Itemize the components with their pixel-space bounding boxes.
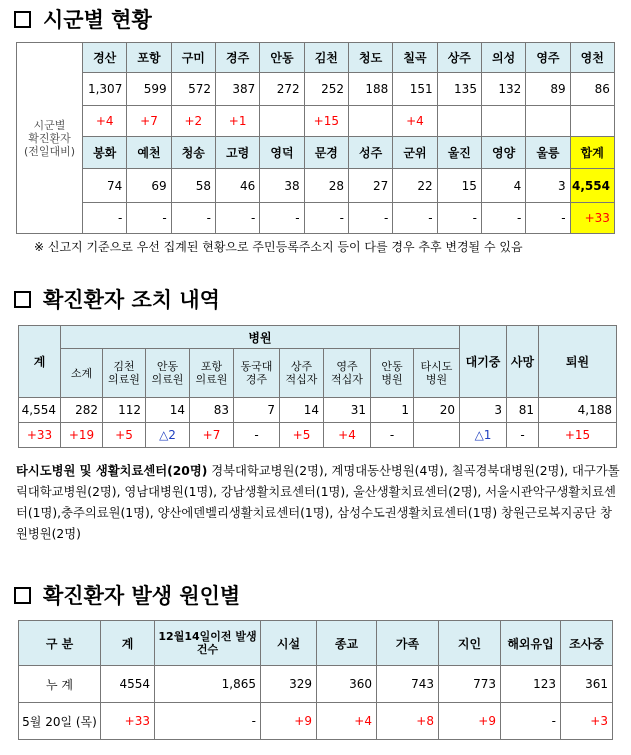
cause-value: 361: [561, 666, 613, 703]
city-count: 387: [215, 73, 259, 106]
city-change: +2: [171, 106, 215, 137]
city-change: -: [127, 203, 171, 234]
measure-value: 112: [103, 398, 146, 423]
city-count: 28: [304, 169, 348, 203]
cause-col-header: 조사중: [561, 621, 613, 666]
city-name: 경산: [83, 43, 127, 73]
city-change: [570, 106, 614, 137]
city-change: -: [437, 203, 481, 234]
city-name: 고령: [215, 137, 259, 169]
city-name: 청도: [348, 43, 392, 73]
hospital-col-header: [61, 349, 103, 398]
hospital-col-header-line: 상주: [290, 360, 313, 373]
city-name: 칠곡: [393, 43, 437, 73]
hospital-col-header-line: 적십자: [285, 373, 318, 386]
col-hospital: 병원: [61, 326, 460, 349]
hospital-col-header-line: 의료원: [108, 373, 140, 386]
city-change: +15: [304, 106, 348, 137]
city-name: 문경: [304, 137, 348, 169]
measure-value: 4,188: [539, 398, 617, 423]
checkbox-square-icon: [14, 587, 31, 604]
cause-value: 329: [261, 666, 317, 703]
cause-table: [18, 620, 613, 740]
city-name: 예천: [127, 137, 171, 169]
section-title-city-status: [14, 4, 152, 34]
table-header-row: [19, 621, 613, 666]
city-name: 경주: [215, 43, 259, 73]
hospital-col-header: [234, 349, 280, 398]
cause-value: 4554: [101, 666, 155, 703]
city-change: [437, 106, 481, 137]
city-name: 성주: [348, 137, 392, 169]
cause-col-header: 시설: [261, 621, 317, 666]
cause-value: 123: [501, 666, 561, 703]
cause-value: 773: [439, 666, 501, 703]
col-wait: 대기중: [460, 326, 507, 398]
city-name: 울진: [437, 137, 481, 169]
section-title-text: 확진환자 조치 내역: [43, 288, 220, 312]
cause-value: 743: [377, 666, 439, 703]
hospital-col-header-line: 안동: [156, 360, 179, 373]
table-row: [19, 398, 617, 423]
measure-change: △2: [146, 423, 190, 448]
city-count: 572: [171, 73, 215, 106]
city-count: 252: [304, 73, 348, 106]
measure-change: +5: [280, 423, 324, 448]
hospital-col-header: [414, 349, 460, 398]
city-change: +1: [215, 106, 259, 137]
hospital-col-header-line: 포항: [200, 360, 223, 373]
measure-value: 7: [234, 398, 280, 423]
city-count: 46: [215, 169, 259, 203]
measure-change: △1: [460, 423, 507, 448]
cause-col-header: 구 분: [19, 621, 101, 666]
row-label: 5월 20일 (목): [19, 703, 101, 740]
city-name: 영천: [570, 43, 614, 73]
hospital-col-header-line: 적십자: [331, 373, 363, 386]
measure-change: +15: [539, 423, 617, 448]
cause-col-header: 계: [101, 621, 155, 666]
city-count: 74: [83, 169, 127, 203]
measure-change: -: [507, 423, 539, 448]
section-title-measures: [14, 284, 220, 314]
measure-value: 3: [460, 398, 507, 423]
measure-change: +7: [190, 423, 234, 448]
measure-value: 14: [146, 398, 190, 423]
hospital-col-header-line: 안동: [381, 360, 403, 373]
city-count: 132: [481, 73, 525, 106]
hospital-col-header-line: 의료원: [195, 373, 228, 386]
city-change: -: [83, 203, 127, 234]
city-name: 영주: [526, 43, 570, 73]
hospital-col-header-line: 경주: [245, 373, 268, 386]
measure-change: -: [234, 423, 280, 448]
city-name: 봉화: [83, 137, 127, 169]
city-change: -: [215, 203, 259, 234]
cause-value: +8: [377, 703, 439, 740]
city-change: +4: [83, 106, 127, 137]
hospital-col-header-line: 동국대: [240, 360, 273, 373]
table-row: [19, 423, 617, 448]
col-discharge: 퇴원: [539, 326, 617, 398]
measure-change: +19: [61, 423, 103, 448]
city-count: 86: [570, 73, 614, 106]
city-count: 272: [260, 73, 304, 106]
measure-change: -: [371, 423, 414, 448]
city-count: 27: [348, 169, 392, 203]
measure-value: 20: [414, 398, 460, 423]
measure-value: 282: [61, 398, 103, 423]
cause-col-header: 종교: [317, 621, 377, 666]
city-count: 89: [526, 73, 570, 106]
table-header-row: [19, 326, 617, 349]
hospital-col-header: [190, 349, 234, 398]
table-row: [17, 43, 615, 73]
cause-value: +4: [317, 703, 377, 740]
city-status-table: [16, 42, 615, 234]
hospital-col-header: [146, 349, 190, 398]
city-count: 58: [171, 169, 215, 203]
cause-col-header: 가족: [377, 621, 439, 666]
city-count: 151: [393, 73, 437, 106]
city-name: 구미: [171, 43, 215, 73]
city-change: +33: [570, 203, 614, 234]
patient-measures-table: [18, 325, 617, 448]
cause-col-header: 지인: [439, 621, 501, 666]
city-name: 포항: [127, 43, 171, 73]
section-title-causes: [14, 580, 240, 610]
city-name: 청송: [171, 137, 215, 169]
measure-change: +5: [103, 423, 146, 448]
cause-value: +3: [561, 703, 613, 740]
col-total: 계: [19, 326, 61, 398]
measure-value: 83: [190, 398, 234, 423]
checkbox-square-icon: [14, 291, 31, 308]
city-count: 1,307: [83, 73, 127, 106]
paragraph-lead: 타시도병원 및 생활치료센터(20명): [16, 464, 208, 478]
col-death: 사망: [507, 326, 539, 398]
city-change: -: [171, 203, 215, 234]
table-row: [17, 203, 615, 234]
city-name: 울릉: [526, 137, 570, 169]
row-group-label: [17, 43, 83, 234]
city-change: -: [526, 203, 570, 234]
city-count: 4,554: [570, 169, 614, 203]
hospital-col-header-line: 의료원: [151, 373, 184, 386]
measure-value: 81: [507, 398, 539, 423]
city-count: 15: [437, 169, 481, 203]
row-group-label-line: (전일대비): [23, 144, 76, 158]
measure-change: [414, 423, 460, 448]
city-change: [348, 106, 392, 137]
city-name: 김천: [304, 43, 348, 73]
cause-value: -: [501, 703, 561, 740]
measure-change: +4: [324, 423, 371, 448]
city-count: 135: [437, 73, 481, 106]
city-count: 3: [526, 169, 570, 203]
paragraph-body: 경북대학교병원(2명), 계명대동산병원(4명), 칠곡경북대병원(2명), 대구가톨릭대학교병원(2명), 영남대병원(1명), 강남생활치료센터(1명), 울산생활치료센터(2명), 서울시관악구생활치료센터(1명),충주의료원(1명), 양산에덴벨리생활치료센터(1명), 삼성수도권생활치료센터(1명) 창원근로복지공단 창원병원(2명): [16, 464, 620, 541]
treatment-centers-paragraph: [16, 461, 622, 545]
hospital-col-header-line: 타시도: [420, 360, 453, 373]
city-change: -: [260, 203, 304, 234]
hospital-col-header: [324, 349, 371, 398]
section-title-text: 시군별 현황: [43, 8, 152, 32]
hospital-col-header-line: 소계: [70, 366, 93, 380]
measure-value: 1: [371, 398, 414, 423]
checkbox-square-icon: [14, 11, 31, 28]
city-count: 22: [393, 169, 437, 203]
city-count: 599: [127, 73, 171, 106]
hospital-col-header-line: 병원: [425, 373, 448, 386]
table-row: [17, 137, 615, 169]
city-name: 안동: [260, 43, 304, 73]
city-name: 영덕: [260, 137, 304, 169]
table-row: [17, 106, 615, 137]
measure-value: 31: [324, 398, 371, 423]
city-change: -: [348, 203, 392, 234]
city-change: [481, 106, 525, 137]
hospital-col-header: [103, 349, 146, 398]
city-change: +7: [127, 106, 171, 137]
cause-value: +9: [439, 703, 501, 740]
row-group-label-line: 시군별: [33, 118, 66, 132]
section-title-text: 확진환자 발생 원인별: [43, 584, 241, 608]
city-name: 합계: [570, 137, 614, 169]
city-name: 영양: [481, 137, 525, 169]
city-change: -: [304, 203, 348, 234]
row-label: 누 계: [19, 666, 101, 703]
city-change: [260, 106, 304, 137]
city-change: +4: [393, 106, 437, 137]
hospital-col-header-line: 김천: [113, 360, 135, 373]
measure-value: 14: [280, 398, 324, 423]
cause-value: +33: [101, 703, 155, 740]
cause-value: -: [155, 703, 261, 740]
city-change: -: [393, 203, 437, 234]
city-name: 의성: [481, 43, 525, 73]
cause-col-header: 해외유입: [501, 621, 561, 666]
footnote: ※ 신고지 기준으로 우선 집계된 현황으로 주민등록주소지 등이 다를 경우 추후 변경될 수 있음: [34, 240, 523, 254]
cause-value: 1,865: [155, 666, 261, 703]
measure-value: 4,554: [19, 398, 61, 423]
table-row: [19, 666, 613, 703]
row-group-label-line: 확진환자: [28, 131, 71, 145]
table-row: [17, 169, 615, 203]
city-count: 188: [348, 73, 392, 106]
city-count: 69: [127, 169, 171, 203]
city-change: -: [481, 203, 525, 234]
cause-value: 360: [317, 666, 377, 703]
cause-value: +9: [261, 703, 317, 740]
city-change: [526, 106, 570, 137]
table-row: [19, 703, 613, 740]
hospital-col-header: [280, 349, 324, 398]
hospital-col-header-line: 병원: [381, 373, 403, 386]
table-row: [17, 73, 615, 106]
measure-change: +33: [19, 423, 61, 448]
hospital-col-header-line: 영주: [336, 360, 358, 373]
hospital-col-header: [371, 349, 414, 398]
city-count: 4: [481, 169, 525, 203]
city-name: 상주: [437, 43, 481, 73]
cause-col-header: 12월14일이전 발생건수: [155, 621, 261, 666]
city-count: 38: [260, 169, 304, 203]
city-name: 군위: [393, 137, 437, 169]
